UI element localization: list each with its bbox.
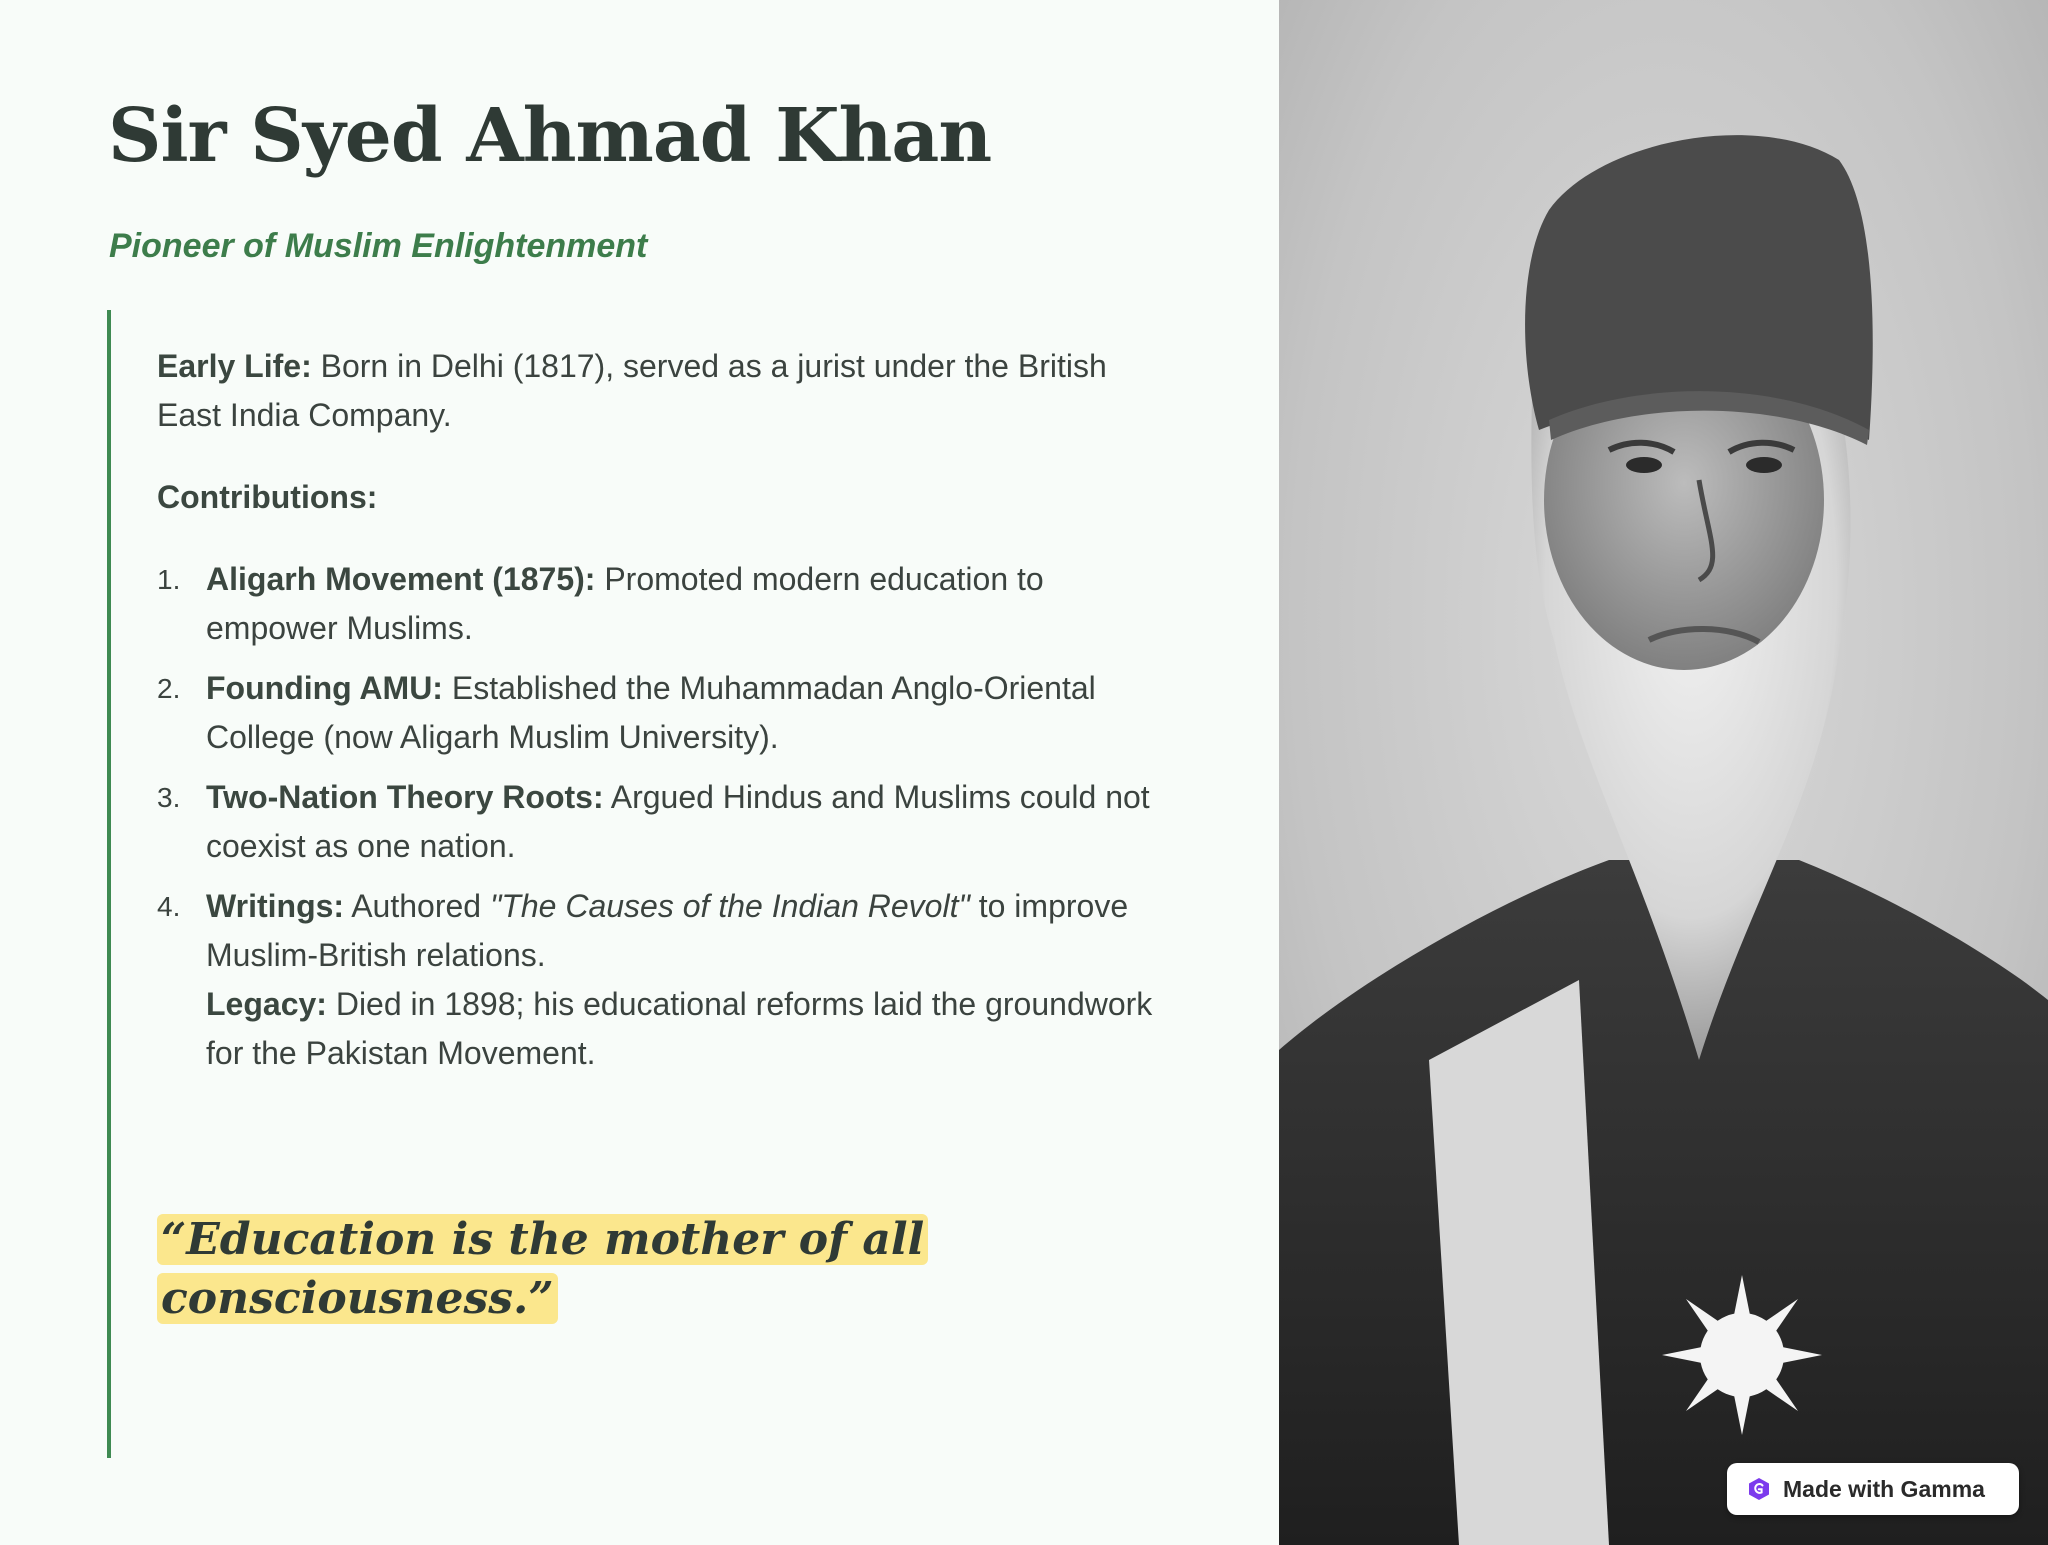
early-life-paragraph	[157, 342, 1167, 440]
list-number: 4.	[157, 891, 181, 922]
list-item-text-after: to improve Muslim-British relations.	[206, 888, 1129, 973]
list-item-text: Argued Hindus and Muslims could not coexist as one nation.	[206, 779, 1150, 864]
early-life-text: Born in Delhi (1817), served as a jurist under the British East India Company.	[157, 348, 1107, 433]
list-item-label: Aligarh Movement (1875):	[206, 561, 596, 597]
flower-badge-icon	[1662, 1275, 1822, 1435]
quote-text: “Education is the mother of all consciousness.”	[157, 1214, 928, 1324]
list-item	[157, 664, 1167, 762]
subtitle: Pioneer of Muslim Enlightenment	[109, 227, 648, 265]
list-number: 2.	[157, 673, 181, 704]
list-item	[157, 773, 1167, 871]
list-item	[157, 882, 1167, 1078]
list-item-text: Established the Muhammadan Anglo-Oriental College (now Aligarh Muslim University).	[206, 670, 1096, 755]
page-title: Sir Syed Ahmad Khan	[108, 93, 992, 179]
badge-label: Made with Gamma	[1783, 1475, 1985, 1502]
list-number: 3.	[157, 782, 181, 813]
early-life-label: Early Life:	[157, 348, 312, 384]
contributions-heading: Contributions:	[157, 479, 378, 515]
list-number: 1.	[157, 564, 181, 595]
list-item-text-before: Authored	[344, 888, 490, 924]
portrait-photo	[1279, 0, 2048, 1545]
list-item-text: Promoted modern education to empower Muslims.	[206, 561, 1044, 646]
quote-block	[157, 1210, 937, 1328]
contributions-list	[157, 555, 1167, 1078]
list-item-label: Two-Nation Theory Roots:	[206, 779, 604, 815]
portrait-illustration	[1279, 0, 2048, 1545]
content-body	[157, 342, 1167, 1089]
gamma-logo-icon	[1747, 1477, 1771, 1501]
book-title: "The Causes of the Indian Revolt"	[489, 888, 970, 924]
list-item-label: Founding AMU:	[206, 670, 443, 706]
content-block	[107, 310, 1187, 1458]
legacy-label: Legacy:	[206, 986, 327, 1022]
list-item-label: Writings:	[206, 888, 345, 924]
list-item	[157, 555, 1167, 653]
legacy-paragraph	[206, 980, 1167, 1078]
made-with-gamma-badge[interactable]	[1727, 1463, 2019, 1515]
legacy-text: Died in 1898; his educational reforms laid the groundwork for the Pakistan Movement.	[206, 986, 1153, 1071]
